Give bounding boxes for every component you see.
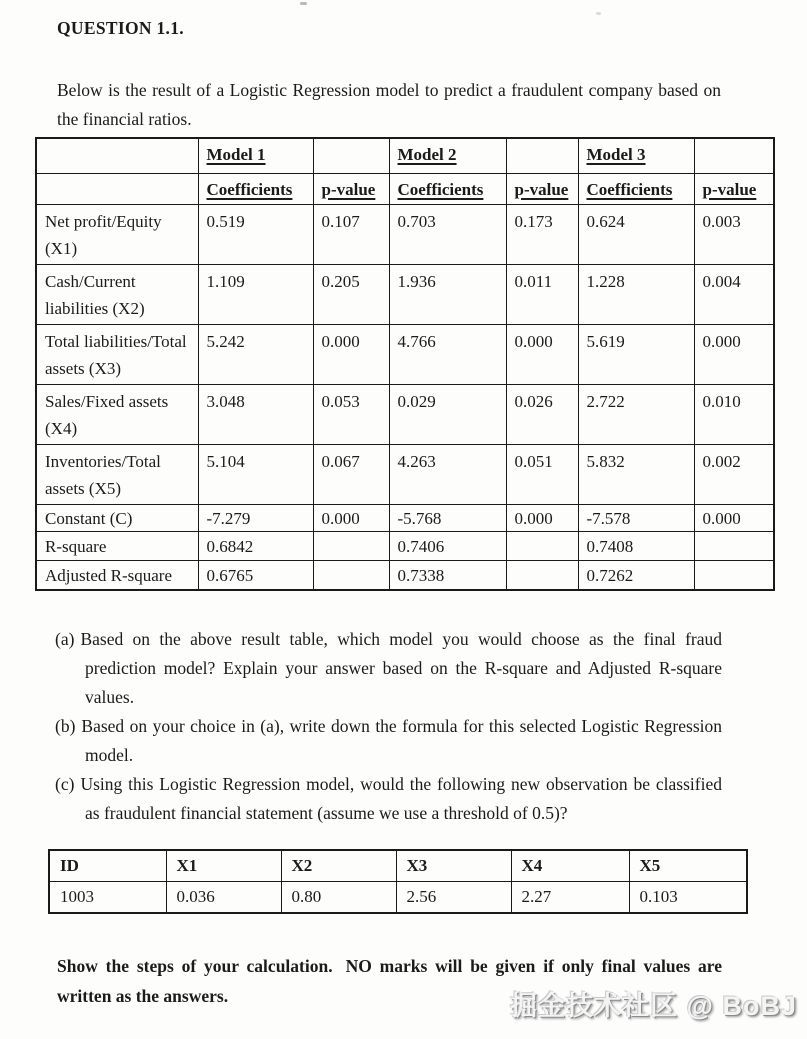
value-cell-6-3 [506,532,578,561]
value-cell-0-3: 0.173 [506,205,578,265]
model-3-header [578,138,694,174]
question-marker: (b) [55,716,76,736]
value-cell-0-1: 0.107 [313,205,389,265]
row-label: Inventories/Total assets (X5) [36,445,198,505]
observation-data-row [49,882,747,914]
value-cell-3-1: 0.053 [313,385,389,445]
value-cell-5-0: -7.279 [198,505,313,532]
results-row-6 [36,532,774,561]
value-cell-5-2: -5.768 [389,505,506,532]
watermark: 掘金技术社区 @ BoBJ [510,991,797,1021]
obs-value-2: 0.80 [281,882,396,914]
value-cell-1-4: 1.228 [578,265,694,325]
obs-value-0: 1003 [49,882,166,914]
value-cell-5-1: 0.000 [313,505,389,532]
value-cell-6-0: 0.6842 [198,532,313,561]
value-cell-4-4: 5.832 [578,445,694,505]
value-cell-3-2: 0.029 [389,385,506,445]
value-cell-6-2: 0.7406 [389,532,506,561]
model-header-row [36,138,774,174]
row-label: Sales/Fixed assets (X4) [36,385,198,445]
sub-header-1 [313,174,389,205]
sub-header-5-label: p-value [702,180,757,199]
model-2-header-label: Model 2 [397,145,457,164]
value-cell-7-2: 0.7338 [389,561,506,591]
value-cell-7-1 [313,561,389,591]
results-row-3 [36,385,774,445]
row-label: Net profit/Equity (X1) [36,205,198,265]
question-list [55,625,722,828]
sub-header-0 [198,174,313,205]
results-row-5 [36,505,774,532]
sub-header-1-label: p-value [321,180,376,199]
results-row-0 [36,205,774,265]
value-cell-2-2: 4.766 [389,325,506,385]
value-cell-1-2: 1.936 [389,265,506,325]
question-item-b [55,712,722,770]
model-2-header [389,138,506,174]
value-cell-6-1 [313,532,389,561]
value-cell-2-1: 0.000 [313,325,389,385]
question-marker: (c) [55,774,75,794]
results-row-2 [36,325,774,385]
row-label: Adjusted R-square [36,561,198,591]
value-cell-3-4: 2.722 [578,385,694,445]
value-cell-0-5: 0.003 [694,205,774,265]
observation-header-row [49,850,747,882]
corner-cell [36,174,198,205]
value-cell-7-4: 0.7262 [578,561,694,591]
value-cell-2-4: 5.619 [578,325,694,385]
obs-value-3: 2.56 [396,882,511,914]
value-cell-4-2: 4.263 [389,445,506,505]
model-1-header [198,138,313,174]
obs-header-x3: X3 [396,850,511,882]
scan-artifact [300,2,307,5]
value-cell-2-0: 5.242 [198,325,313,385]
obs-value-5: 0.103 [629,882,747,914]
obs-value-4: 2.27 [511,882,629,914]
value-cell-3-0: 3.048 [198,385,313,445]
question-item-a [55,625,722,712]
obs-value-1: 0.036 [166,882,281,914]
value-cell-1-5: 0.004 [694,265,774,325]
sub-header-0-label: Coefficients [206,180,293,199]
obs-header-x2: X2 [281,850,396,882]
results-row-1 [36,265,774,325]
value-cell-1-3: 0.011 [506,265,578,325]
sub-header-2-label: Coefficients [397,180,484,199]
obs-header-x5: X5 [629,850,747,882]
question-item-c [55,770,722,828]
instruction-sentence-2: NO marks will be given if only final values are written as the answers. [57,956,723,1006]
results-row-7 [36,561,774,591]
scan-artifact [596,12,601,15]
sub-header-5 [694,174,774,205]
value-cell-1-1: 0.205 [313,265,389,325]
value-cell-5-3: 0.000 [506,505,578,532]
obs-header-id: ID [49,850,166,882]
sub-header-3-label: p-value [514,180,569,199]
sub-header-3 [506,174,578,205]
results-row-4 [36,445,774,505]
model-3-spacer-cell [694,138,774,174]
question-marker: (a) [55,629,75,649]
regression-results-table [35,137,775,591]
question-text: Based on the above result table, which model you would choose as the final fraud prediction model? Explain your answer based on the R-square and Adjusted R-square values. [80,629,722,707]
value-cell-2-3: 0.000 [506,325,578,385]
model-3-header-label: Model 3 [586,145,646,164]
row-label: Constant (C) [36,505,198,532]
value-cell-7-5 [694,561,774,591]
value-cell-2-5: 0.000 [694,325,774,385]
value-cell-6-4: 0.7408 [578,532,694,561]
obs-header-x1: X1 [166,850,281,882]
corner-cell [36,138,198,174]
row-label: Total liabilities/Total assets (X3) [36,325,198,385]
value-cell-0-2: 0.703 [389,205,506,265]
sub-header-4 [578,174,694,205]
value-cell-4-0: 5.104 [198,445,313,505]
value-cell-0-0: 0.519 [198,205,313,265]
value-cell-1-0: 1.109 [198,265,313,325]
value-cell-6-5 [694,532,774,561]
value-cell-4-3: 0.051 [506,445,578,505]
value-cell-4-1: 0.067 [313,445,389,505]
intro-paragraph: Below is the result of a Logistic Regression model to predict a fraudulent company based on the financial ratios. [57,80,721,129]
value-cell-3-3: 0.026 [506,385,578,445]
value-cell-4-5: 0.002 [694,445,774,505]
instruction-sentence-1: Show the steps of your calculation. [57,956,333,976]
model-1-spacer-cell [313,138,389,174]
sub-header-4-label: Coefficients [586,180,673,199]
row-label: Cash/Current liabilities (X2) [36,265,198,325]
question-text: Using this Logistic Regression model, would the following new observation be classified as fraudulent financial statement (assume we use a threshold of 0.5)? [80,774,722,823]
value-cell-5-5: 0.000 [694,505,774,532]
value-cell-5-4: -7.578 [578,505,694,532]
model-2-spacer-cell [506,138,578,174]
question-text: Based on your choice in (a), write down the formula for this selected Logistic Regression model. [81,716,722,765]
model-1-header-label: Model 1 [206,145,266,164]
question-title: QUESTION 1.1. [57,18,184,38]
sub-header-2 [389,174,506,205]
value-cell-0-4: 0.624 [578,205,694,265]
column-header-row [36,174,774,205]
value-cell-3-5: 0.010 [694,385,774,445]
row-label: R-square [36,532,198,561]
value-cell-7-3 [506,561,578,591]
obs-header-x4: X4 [511,850,629,882]
new-observation-table [48,849,748,914]
value-cell-7-0: 0.6765 [198,561,313,591]
